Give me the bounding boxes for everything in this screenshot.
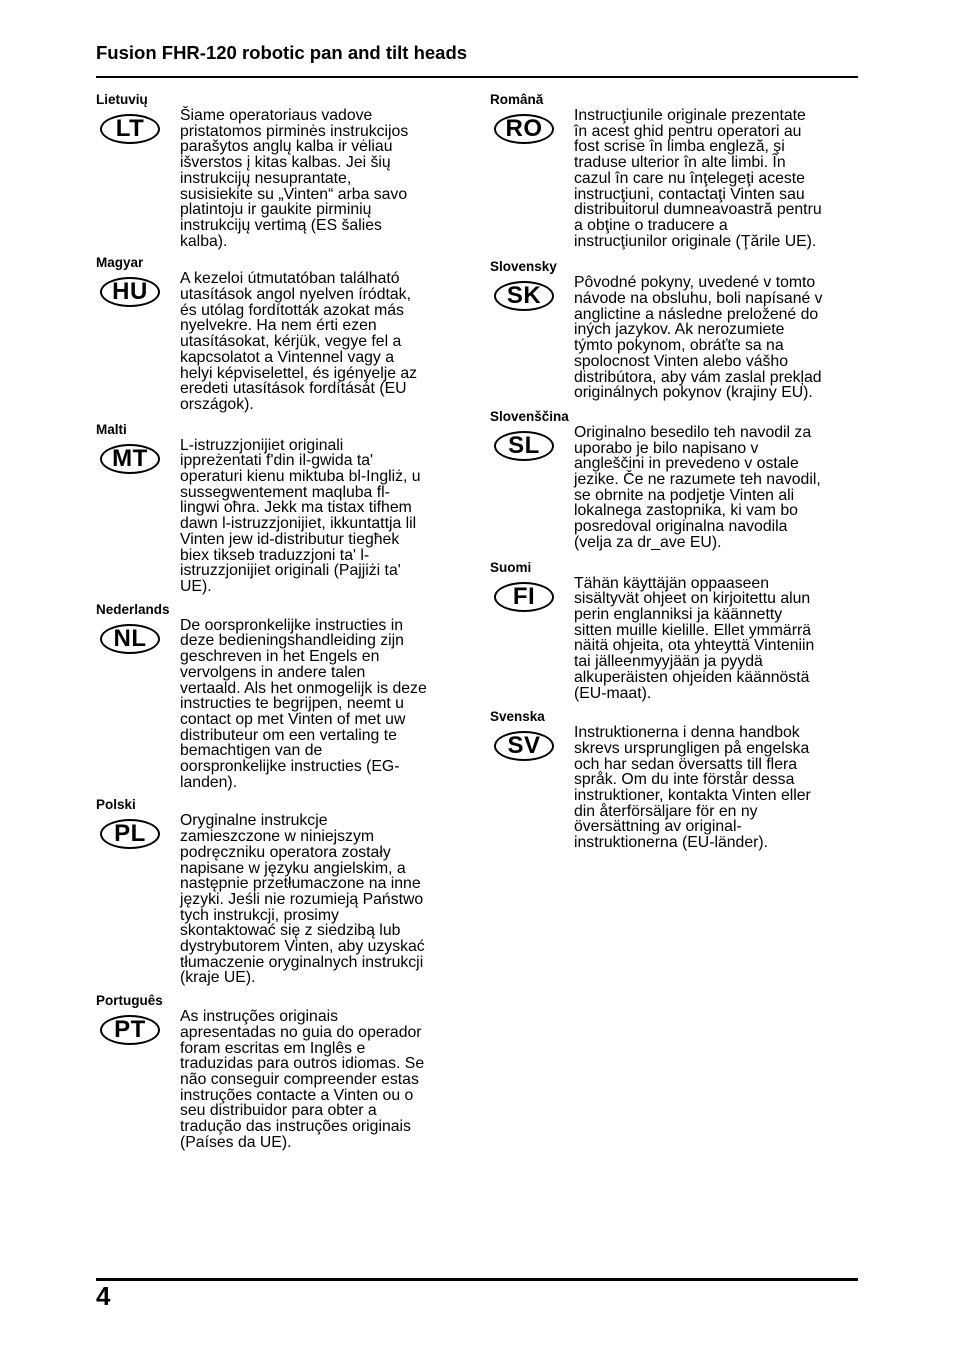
text-line: traduse ulterior în alte limbi. În [574,154,786,172]
mt-badge-icon: MT [100,444,160,474]
language-name: Nederlands [96,601,170,617]
text-line: cazul în care nu înţelegeţi aceste [574,169,805,187]
language-section-hu [96,255,468,412]
text-line: oorspronkelijke instructies (EG- [180,758,400,776]
text-line: pristatomos pirminės instrukcijos [180,122,409,140]
language-name: Lietuvių [96,92,148,107]
text-line: helyi képviselettel, és igényelje az [180,364,418,382]
text-line: Oryginalne instrukcje [180,812,328,830]
text-line: országok). [180,395,254,413]
text-line: översättning av original- [574,818,742,836]
text-line: išverstos į kitas kalbas. Jei šių [180,154,391,172]
text-line: a obţine o traducere a [574,216,728,234]
language-section-pl [96,797,468,986]
translation-notice-text [180,108,460,249]
text-line: Vinten jew id-distributur tiegħek [180,530,400,548]
text-line: (EU-maat). [574,684,652,702]
text-line: iných jazykov. Ak nerozumiete [574,321,785,339]
text-line: instruções contacte a Vinten ou o [180,1086,414,1104]
text-line: (Países da UE). [180,1133,292,1151]
language-name: Română [490,92,544,107]
text-line: jezike. Če ne razumete teh navodil, [574,471,821,489]
text-line: não conseguir compreender estas [180,1070,419,1088]
header-rule [96,76,858,78]
text-line: ippreżentati f'din il-gwida ta' [180,452,374,470]
text-line: eredeti utasítások fordítását (EU [180,380,407,398]
text-line: kapcsolatot a Vintennel vagy a [180,348,394,366]
translation-notice-text [180,438,460,595]
text-line: contact op met Vinten of met uw [180,710,406,728]
text-line: napisane w języku angielskim, a [180,859,406,877]
text-line: As instruções originais [180,1008,339,1026]
sk-badge-icon: SK [494,281,554,311]
text-line: lokalnega zastopnika, ki vam bo [574,502,798,520]
language-name: Slovenščina [490,408,569,424]
text-line: języki. Jeśli nie rozumieją Państwo [180,890,424,908]
text-line: dawn l-istruzzjonijiet, ikkuntattja lil [180,515,417,533]
text-line: deze bedieningshandleiding zijn [180,632,404,650]
text-line: posredoval originalna navodila [574,518,788,536]
lt-badge-icon: LT [100,114,160,144]
text-line: (velja za dr_ave EU). [574,533,722,551]
text-line: în acest ghid pentru operatori au [574,122,802,140]
pl-badge-icon: PL [100,819,160,849]
text-line: dystrybutorem Vinten, aby uzyskać [180,938,425,956]
text-line: spolocnost Vinten alebo vášho [574,352,788,370]
fi-badge-icon: FI [494,582,554,612]
text-line: biex tikseb traduzzjoni ta' l- [180,546,370,564]
text-line: vertaald. Als het onmogelijk is deze [180,679,427,697]
text-line: UE). [180,577,212,595]
text-line: Instrucţiunile originale prezentate [574,107,806,124]
text-line: návode na obsluhu, boli napísané v [574,290,823,308]
page-header-title: Fusion FHR-120 robotic pan and tilt heads [96,42,468,63]
nl-badge-icon: NL [100,624,160,654]
text-line: (kraje UE). [180,969,256,987]
language-section-ro [490,92,862,249]
hu-badge-icon: HU [100,277,160,307]
text-line: anglictine a následne preložené do [574,305,819,323]
text-line: instrucţiunilor originale (Ţările UE). [574,232,817,250]
text-line: vervolgens in andere talen [180,663,366,681]
translation-notice-text [574,725,854,851]
text-line: Instruktionerna i denna handbok [574,724,800,742]
translation-notice-text [574,576,854,702]
text-line: kalba). [180,232,228,250]
translation-notice-text [180,271,460,412]
text-line: utasításokat, kérjük, vegye fel a [180,333,402,351]
text-line: originálnych pokynov (krajiny EU). [574,384,813,402]
language-name: Malti [96,421,127,437]
text-line: podręczniku operatora zostały [180,843,391,861]
text-line: sitten muille kielille. Ellet ymmärrä [574,621,812,639]
translation-notice-text [180,1009,460,1150]
language-name: Svenska [490,709,545,725]
language-name: Polski [96,797,136,813]
language-section-nl [96,602,468,791]
text-line: traduzidas para outros idiomas. Se [180,1055,425,1073]
text-line: geschreven in het Engels en [180,648,380,666]
text-line: tych instrukcji, prosimy [180,906,339,924]
translation-notice-text [574,275,854,401]
text-line: språk. Om du inte förstår dessa [574,771,795,789]
text-line: és utólag fordították azokat más [180,301,404,319]
language-section-sk [490,259,862,401]
text-line: näitä ohjeita, ota yhteyttä Vinteniin [574,637,815,655]
text-line: týmto pokynom, obráťte sa na [574,337,784,355]
text-line: L-istruzzjonijiet originali [180,436,344,454]
text-line: angleščini in prevedeno v ostale [574,455,799,473]
text-line: Tähän käyttäjän oppaaseen [574,574,769,592]
text-line: parašytos anglų kalba ir vėliau [180,138,393,156]
text-line: distributeur om een vertaling te [180,726,397,744]
text-line: distribútora, aby vám zaslal prekļad [574,368,822,386]
footer-rule [96,1278,858,1281]
text-line: din återförsäljare för en ny [574,802,758,820]
translation-notice-text [574,108,854,249]
language-name: Português [96,993,163,1009]
translation-notice-text [180,618,460,791]
language-section-mt [96,422,468,595]
text-line: skontaktować się z siedzibą lub [180,922,401,940]
text-line: Originalno besedilo teh navodil za [574,423,812,441]
text-line: instructies te begrijpen, neemt u [180,695,404,713]
text-line: susisiekite su „Vinten“ arba savo [180,185,408,203]
text-line: instrucţiuni, contactaţi Vinten sau [574,185,805,203]
language-name: Slovensky [490,259,557,275]
language-section-pt [96,993,468,1150]
text-line: alkuperäisten ohjeiden käännöstä [574,668,810,686]
language-name: Suomi [490,559,532,575]
text-line: foram escritas em Inglês e [180,1039,366,1057]
ro-badge-icon: RO [494,114,554,144]
page-number: 4 [96,1281,111,1311]
text-line: tai jälleenmyyjään ja pyydä [574,653,763,671]
text-line: apresentadas no guia do operador [180,1023,422,1041]
text-line: instrukcijų nesuprantate, [180,169,352,187]
left-column [96,92,468,1150]
language-section-sl [490,409,862,551]
right-column [490,92,862,851]
text-line: następnie przetłumaczone na inne [180,875,421,893]
text-line: Pôvodné pokyny, uvedené v tomto [574,274,816,292]
text-line: skrevs ursprungligen på engelska [574,739,810,757]
pt-badge-icon: PT [100,1015,160,1045]
text-line: instruktionerna (EU-länder). [574,834,769,852]
text-line: bemachtigen van de [180,742,323,760]
text-line: se obrnite na podjetje Vinten ali [574,486,795,504]
text-line: sussegwentement maqluba fl- [180,483,390,501]
text-line: De oorspronkelijke instructies in [180,616,404,634]
text-line: platintoju ir gaukite pirminių [180,201,372,219]
text-line: utasítások angol nyelven íródtak, [180,286,411,304]
text-line: perin englanniksi ja käännetty [574,605,783,623]
sv-badge-icon: SV [494,731,554,761]
text-line: A kezeloi útmutatóban található [180,270,400,288]
text-line: uporabo je bilo napisano v [574,439,759,457]
text-line: operaturi kienu miktuba bl-Ingliż, u [180,468,421,486]
text-line: sisältyvät ohjeet on kirjoitettu alun [574,590,811,608]
text-line: tłumaczenie oryginalnych instrukcji [180,953,424,971]
language-section-sv [490,709,862,851]
text-line: distribuitorul dumneavoastră pentru [574,201,822,219]
text-line: zamieszczone w niniejszym [180,828,375,846]
language-name: Magyar [96,255,144,271]
text-line: istruzzjonijiet originali (Pajjiżi ta' [180,562,401,580]
text-line: landen). [180,773,238,791]
text-line: och har sedan översatts till flera [574,755,798,773]
text-line: nyelvekre. Ha nem érti ezen [180,317,377,335]
sl-badge-icon: SL [494,431,554,461]
text-line: instrukcijų vertimą (ES šalies [180,216,382,234]
language-section-lt [96,92,468,249]
text-line: fost scrise în limba engleză, şi [574,138,785,156]
language-section-fi [490,560,862,702]
text-line: lingwi oħra. Jekk ma tistax tifhem [180,499,412,517]
text-line: Šiame operatoriaus vadove [180,107,373,124]
text-line: seu distribuidor para obter a [180,1102,377,1120]
text-line: tradução das instruções originais [180,1118,411,1136]
translation-notice-text [180,813,460,986]
text-line: instruktioner, kontakta Vinten eller [574,787,811,805]
translation-notice-text [574,425,854,551]
